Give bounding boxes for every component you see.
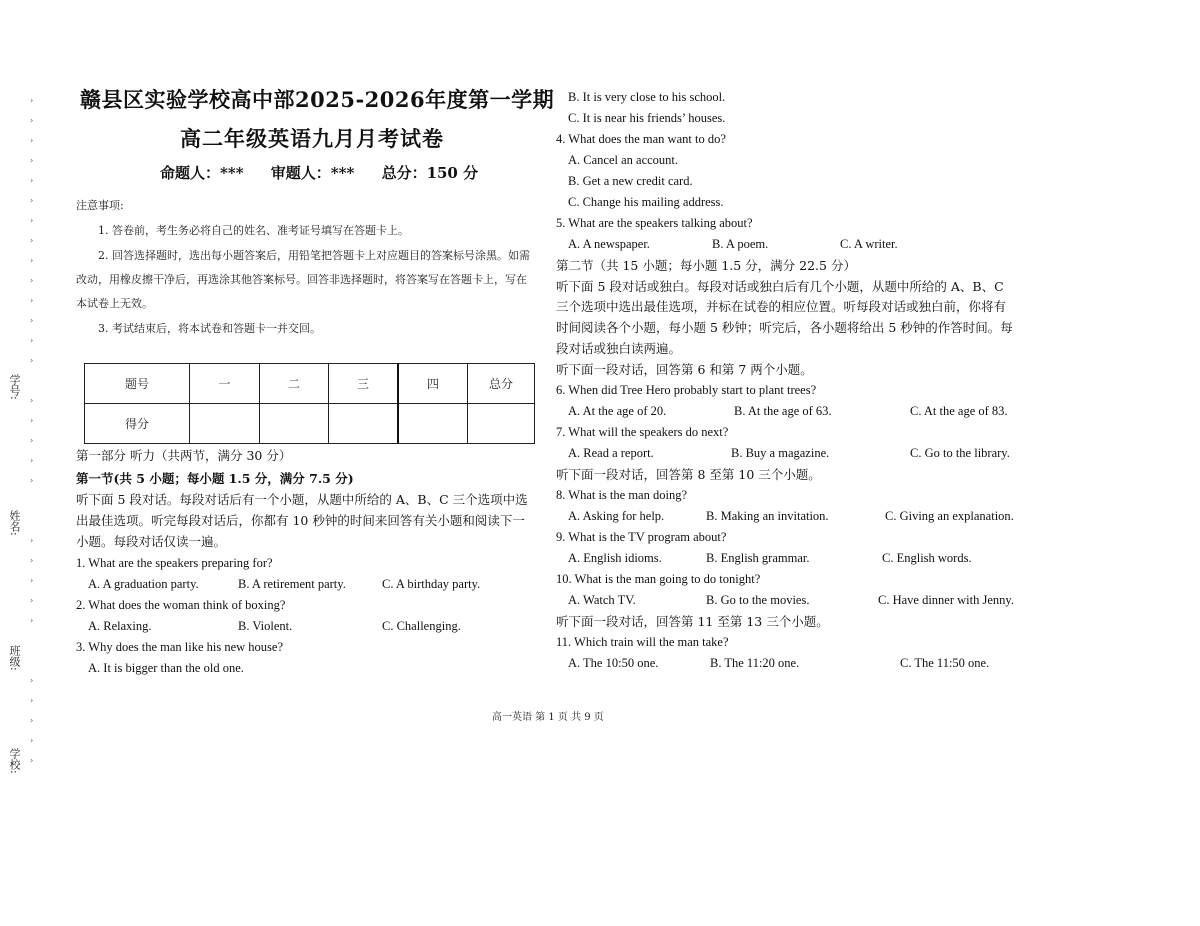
- reviewer: 审题人：***: [270, 164, 355, 182]
- margin-dot: ›: [30, 616, 34, 625]
- notice-item-2-line3: 本试卷上无效。: [76, 297, 153, 310]
- question-1-stem: 1. What are the speakers preparing for?: [76, 556, 273, 570]
- question-8-option-a: A. Asking for help.: [568, 509, 665, 523]
- question-10-stem: 10. What is the man going to do tonight?: [556, 572, 761, 586]
- margin-dot: ›: [30, 556, 34, 565]
- table-header-cell: 四: [398, 364, 468, 404]
- question-3-option-c: C. It is near his friends’ houses.: [568, 111, 726, 125]
- score-table-header-row: [85, 364, 535, 404]
- section1-intro-line2: 出最佳选项。听完每段对话后，你都有 10 秒钟的时间来回答有关小题和阅读下一: [76, 513, 525, 528]
- exam-title-line2: 高二年级英语九月月考试卷: [180, 126, 444, 151]
- question-5-option-b: B. A poem.: [712, 237, 769, 251]
- question-10-option-b: B. Go to the movies.: [706, 593, 810, 607]
- question-11-option-a: A. The 10:50 one.: [568, 656, 659, 670]
- score-table: [84, 363, 535, 444]
- question-5-option-c: C. A writer.: [840, 237, 898, 251]
- table-header-cell: 总分: [468, 364, 535, 404]
- notice-item-2-line1: 2. 回答选择题时，选出每小题答案后，用铅笔把答题卡上对应题目的答案标号涂黑。如需: [98, 249, 530, 262]
- section2-intro-line3: 时间阅读各个小题，每小题 5 秒钟；听完后，各小题将给出 5 秒钟的作答时间。每: [556, 320, 1013, 335]
- exam-authors: [160, 162, 500, 183]
- score-table-row: [85, 404, 535, 444]
- question-1-option-b: B. A retirement party.: [238, 577, 346, 591]
- question-1-option-c: C. A birthday party.: [382, 577, 481, 591]
- section1-title: 第一节(共 5 小题；每小题 1.5 分，满分 7.5 分): [76, 471, 354, 486]
- margin-dot: ›: [30, 596, 34, 605]
- margin-dot: ›: [30, 116, 34, 125]
- margin-dot: ›: [30, 416, 34, 425]
- class-label: 班级:: [8, 645, 21, 671]
- margin-dot: ›: [30, 576, 34, 585]
- margin-dot: ›: [30, 136, 34, 145]
- section2-title: 第二节（共 15 小题；每小题 1.5 分，满分 22.5 分）: [556, 258, 856, 273]
- question-10-option-a: A. Watch TV.: [568, 593, 636, 607]
- question-8-option-c: C. Giving an explanation.: [885, 509, 1014, 523]
- question-4-option-c: C. Change his mailing address.: [568, 195, 724, 209]
- question-8-stem: 8. What is the man doing?: [556, 488, 687, 502]
- question-6-option-b: B. At the age of 63.: [734, 404, 832, 418]
- table-header-cell: 一: [190, 364, 260, 404]
- margin-dot: ›: [30, 536, 34, 545]
- margin-dot: ›: [30, 676, 34, 685]
- question-6-stem: 6. When did Tree Hero probably start to plant trees?: [556, 383, 817, 397]
- school-label: 学校:: [8, 748, 21, 774]
- question-11-option-b: B. The 11:20 one.: [710, 656, 800, 670]
- question-9-stem: 9. What is the TV program about?: [556, 530, 727, 544]
- section2-intro-line4: 段对话或独白读两遍。: [556, 341, 682, 356]
- margin-dot: ›: [30, 316, 34, 325]
- margin-dot: ›: [30, 356, 34, 365]
- question-6-option-a: A. At the age of 20.: [568, 404, 667, 418]
- notice-heading: 注意事项:: [76, 199, 124, 212]
- score-cell: [329, 404, 399, 444]
- question-7-option-a: A. Read a report.: [568, 446, 654, 460]
- question-4-option-a: A. Cancel an account.: [568, 153, 679, 167]
- margin-dot: ›: [30, 216, 34, 225]
- question-10-option-c: C. Have dinner with Jenny.: [878, 593, 1014, 607]
- question-3-option-b: B. It is very close to his school.: [568, 90, 726, 104]
- question-3-option-a: A. It is bigger than the old one.: [88, 661, 244, 675]
- table-row-label: 得分: [85, 404, 190, 444]
- table-header-cell: 题号: [85, 364, 190, 404]
- margin-dot: ›: [30, 256, 34, 265]
- margin-dot: ›: [30, 96, 34, 105]
- margin-dot: ›: [30, 436, 34, 445]
- question-5-stem: 5. What are the speakers talking about?: [556, 216, 753, 230]
- question-7-option-c: C. Go to the library.: [910, 446, 1010, 460]
- section2-intro-line2: 三个选项中选出最佳选项，并标在试卷的相应位置。听每段对话或独白前，你将有: [556, 299, 1007, 314]
- margin-dot: ›: [30, 196, 34, 205]
- table-header-cell: 三: [329, 364, 399, 404]
- table-header-cell: 二: [260, 364, 329, 404]
- margin-dot: ›: [30, 696, 34, 705]
- dialog-11-intro: 听下面一段对话，回答第 11 至第 13 三个小题。: [556, 614, 829, 629]
- question-2-option-a: A. Relaxing.: [88, 619, 152, 633]
- question-2-stem: 2. What does the woman think of boxing?: [76, 598, 286, 612]
- name-label: 姓名:: [8, 510, 21, 536]
- score-cell: [398, 404, 468, 444]
- question-7-option-b: B. Buy a magazine.: [731, 446, 830, 460]
- margin-dot: ›: [30, 756, 34, 765]
- margin-dot: ›: [30, 236, 34, 245]
- dialog-6-intro: 听下面一段对话，回答第 6 和第 7 两个小题。: [556, 362, 813, 377]
- question-4-option-b: B. Get a new credit card.: [568, 174, 693, 188]
- question-4-stem: 4. What does the man want to do?: [556, 132, 726, 146]
- page-footer: 高一英语 第 1 页 共 9 页: [492, 712, 604, 723]
- margin-dot: ›: [30, 716, 34, 725]
- part1-title: 第一部分 听力（共两节，满分 30 分）: [76, 448, 292, 463]
- score-cell: [468, 404, 535, 444]
- question-2-option-b: B. Violent.: [238, 619, 293, 633]
- question-2-option-c: C. Challenging.: [382, 619, 461, 633]
- margin-dot: ›: [30, 736, 34, 745]
- question-9-option-b: B. English grammar.: [706, 551, 810, 565]
- question-11-option-c: C. The 11:50 one.: [900, 656, 990, 670]
- question-11-stem: 11. Which train will the man take?: [556, 635, 729, 649]
- section2-intro-line1: 听下面 5 段对话或独白。每段对话或独白后有几个小题，从题中所给的 A、B、C: [556, 279, 1004, 294]
- score-cell: [190, 404, 260, 444]
- student-id-label: 学号:: [8, 374, 21, 400]
- exam-title-line1: 赣县区实验学校高中部2025-2026年度第一学期: [80, 87, 555, 112]
- question-9-option-a: A. English idioms.: [568, 551, 662, 565]
- margin-dot: ›: [30, 396, 34, 405]
- setter: 命题人：***: [160, 164, 244, 182]
- notice-item-2-line2: 改动，用橡皮擦干净后，再选涂其他答案标号。回答非选择题时，将答案写在答题卡上，写在: [76, 273, 527, 286]
- score-cell: [260, 404, 329, 444]
- margin-dot: ›: [30, 176, 34, 185]
- margin-dot: ›: [30, 156, 34, 165]
- section1-intro-line1: 听下面 5 段对话。每段对话后有一个小题，从题中所给的 A、B、C 三个选项中选: [76, 492, 528, 507]
- section1-intro-line3: 小题。每段对话仅读一遍。: [76, 534, 227, 549]
- question-6-option-c: C. At the age of 83.: [910, 404, 1008, 418]
- margin-dot: ›: [30, 456, 34, 465]
- margin-dot: ›: [30, 276, 34, 285]
- question-5-option-a: A. A newspaper.: [568, 237, 650, 251]
- question-7-stem: 7. What will the speakers do next?: [556, 425, 729, 439]
- question-9-option-c: C. English words.: [882, 551, 972, 565]
- question-1-option-a: A. A graduation party.: [88, 577, 199, 591]
- dialog-8-intro: 听下面一段对话，回答第 8 至第 10 三个小题。: [556, 467, 821, 482]
- margin-dot: ›: [30, 476, 34, 485]
- total-score: 总分：150 分: [381, 164, 479, 182]
- notice-item-3: 3. 考试结束后，将本试卷和答题卡一并交回。: [98, 322, 321, 335]
- question-8-option-b: B. Making an invitation.: [706, 509, 829, 523]
- question-3-stem: 3. Why does the man like his new house?: [76, 640, 284, 654]
- notice-item-1: 1. 答卷前，考生务必将自己的姓名、准考证号填写在答题卡上。: [98, 224, 409, 237]
- margin-dot: ›: [30, 296, 34, 305]
- margin-dot: ›: [30, 336, 34, 345]
